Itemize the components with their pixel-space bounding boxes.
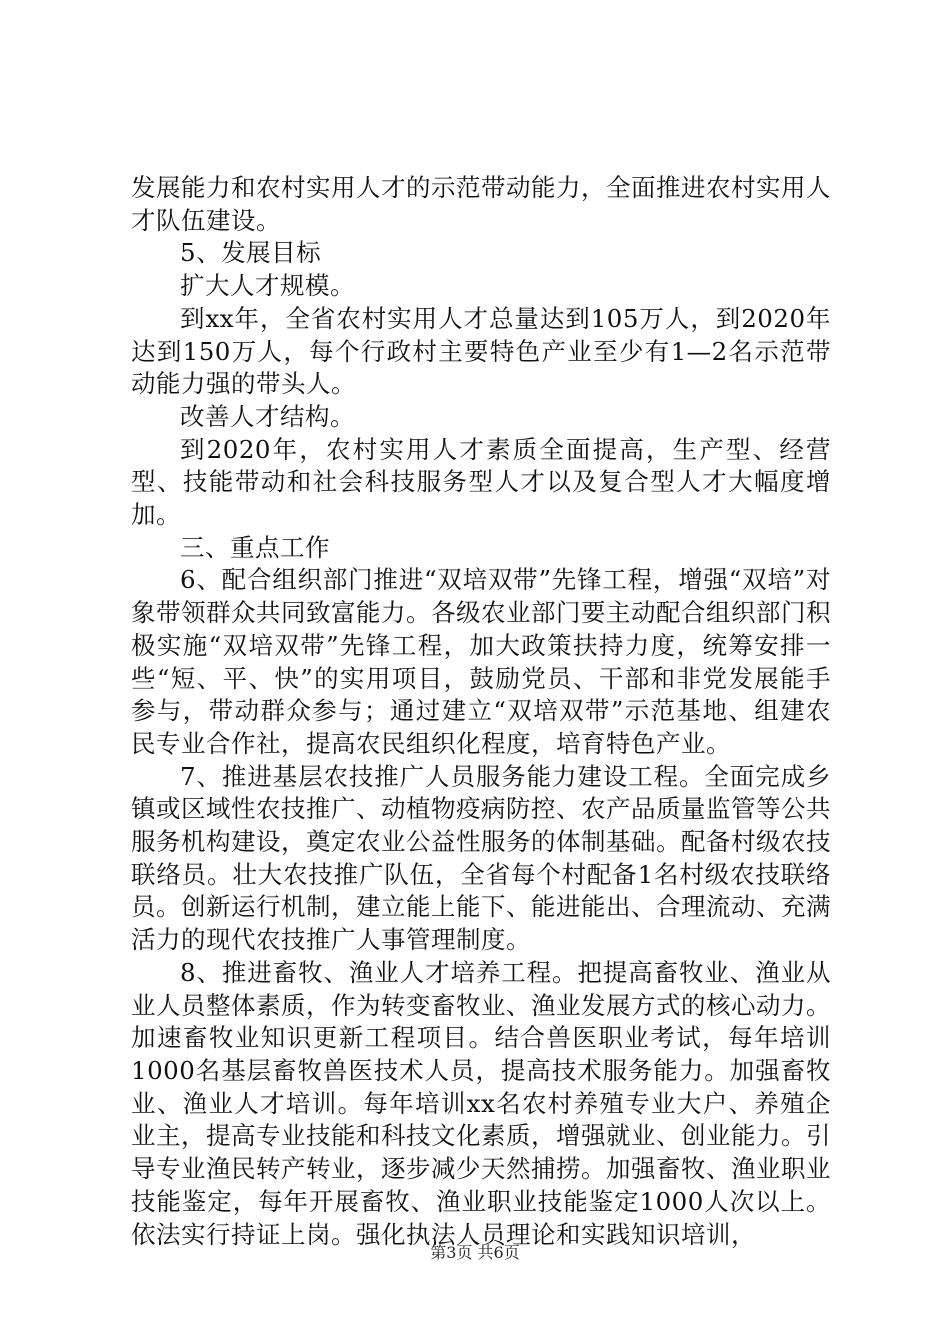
heading-development-goals: 5、发展目标 [180,238,322,268]
subheading-improve-structure: 改善人才结构。 [180,401,355,431]
paragraph-item-8: 8、推进畜牧、渔业人才培养工程。把提高畜牧业、渔业从业人员整体素质，作为转变畜牧业、渔业发展方式的核心动力。加速畜牧业知识更新工程项目。结合兽医职业考试，每年培训1000名基层畜牧兽医技术人员，提高技术服务能力。加强畜牧业、渔业人才培训。每年培训xx名农村养殖专业大户、养殖企业主，提高专业技能和科技文化素质，增强就业、创业能力。引导专业渔民转产转业，逐步减少天然捕捞。加强畜牧、渔业职业技能鉴定，每年开展畜牧、渔业职业技能鉴定1000人次以上。依法实行持证上岗。强化执法人员理论和实践知识培训， [131,957,831,1249]
paragraph-structure-targets: 到2020年，农村实用人才素质全面提高，生产型、经营型、技能带动和社会科技服务型人才以及复合型人才大幅度增加。 [131,434,831,530]
paragraph-item-7: 7、推进基层农技推广人员服务能力建设工程。全面完成乡镇或区域性农技推广、动植物疫病防控、农产品质量监管等公共服务机构建设，奠定农业公益性服务的体制基础。配备村级农技联络员。壮大农技推广队伍，全省每个村配备1名村级农技联络员。创新运行机制，建立能上能下、能进能出、合理流动、充满活力的现代农技推广人事管理制度。 [131,761,831,955]
page-number-footer: 第3页 共6页 [430,1243,520,1262]
paragraph-1: 发展能力和农村实用人才的示范带动能力，全面推进农村实用人才队伍建设。 [131,173,831,235]
paragraph-item-6: 6、配合组织部门推进“双培双带”先锋工程，增强“双培”对象带领群众共同致富能力。各级农业部门要主动配合组织部门积极实施“双培双带”先锋工程，加大政策扶持力度，统筹安排一些“短、平、快”的实用项目，鼓励党员、干部和非党发展能手参与，带动群众参与；通过建立“双培双带”示范基地、组建农民专业合作社，提高农民组织化程度，培育特色产业。 [131,565,831,758]
paragraph-scale-targets: 到xx年，全省农村实用人才总量达到105万人，到2020年达到150万人，每个行政村主要特色产业至少有1—2名示范带动能力强的带头人。 [131,303,831,399]
subheading-expand-scale: 扩大人才规模。 [180,271,355,301]
heading-key-work: 三、重点工作 [180,532,330,562]
document-body [131,172,831,1251]
